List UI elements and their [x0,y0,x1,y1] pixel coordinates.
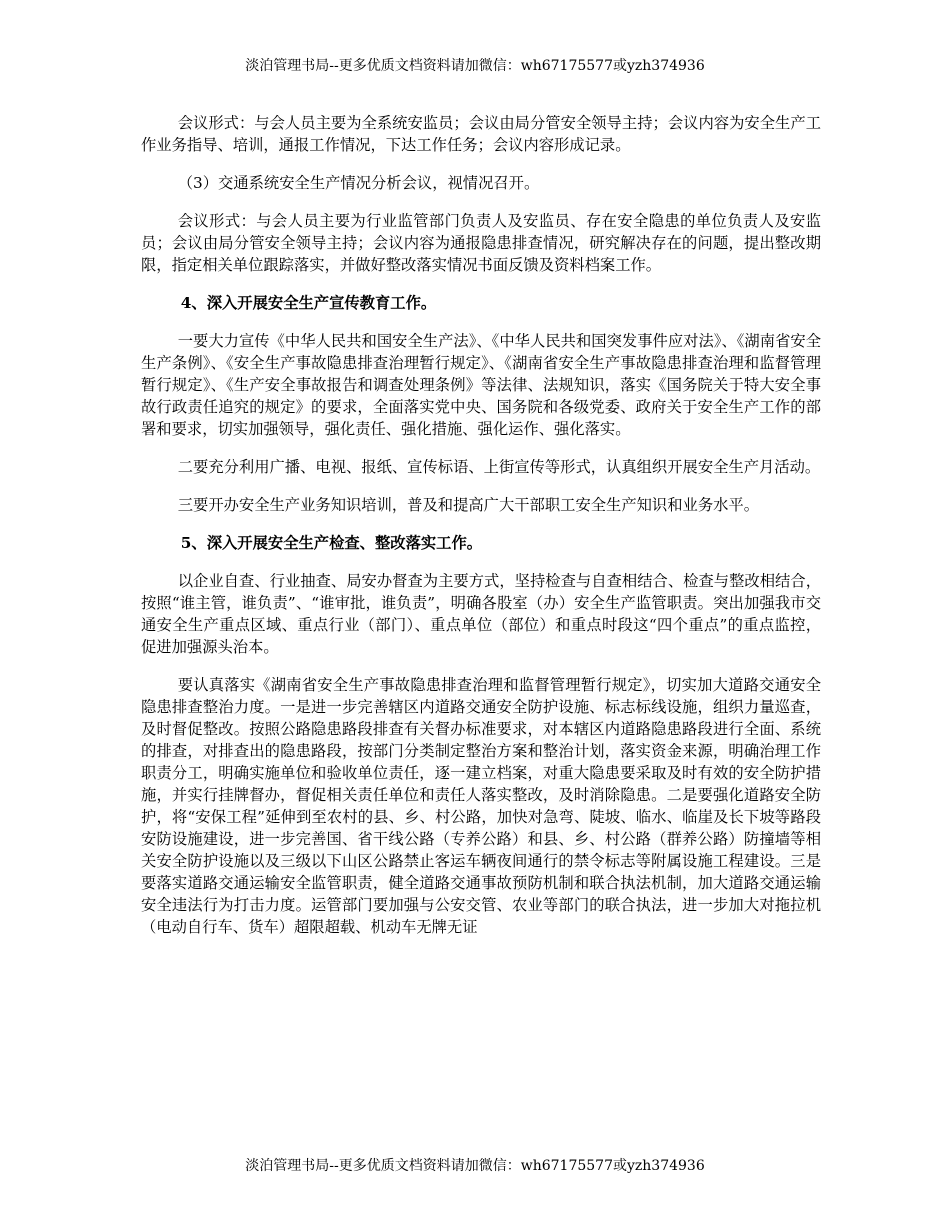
paragraph-analysis-meeting: （3）交通系统安全生产情况分析会议，视情况召开。 [177,174,540,192]
paragraph-meeting-format-2: 会议形式：与会人员主要为行业监管部门负责人及安监员、存在安全隐患的单位负责人及安监员；会议由局分管安全领导主持；会议内容为通报隐患排查情况，研究解决存在的问题，提出整改期限，指定相关单位跟踪落实，并做好整改落实情况书面反馈及资料档案工作。 [141,212,821,274]
paragraph-publicity-2: 二要充分利用广播、电视、报纸、宣传标语、上街宣传等形式，认真组织开展安全生产月活动。 [177,458,821,476]
paragraph-publicity-1: 一要大力宣传《中华人民共和国安全生产法》、《中华人民共和国突发事件应对法》、《湖南省安全生产条例》、《安全生产事故隐患排查治理暂行规定》、《湖南省安全生产事故隐患排查治理和监督管理暂行规定》、《生产安全事故报告和调查处理条例》等法律、法规知识，落实《国务院关于特大安全事故行政责任追究的规定》的要求，全面落实党中央、国务院和各级党委、政府关于安全生产工作的部署和要求，切实加强领导，强化责任、强化措施、强化运作、强化落实。 [141,332,821,438]
paragraph-meeting-format-1: 会议形式：与会人员主要为全系统安监员；会议由局分管安全领导主持；会议内容为安全生产工作业务指导、培训，通报工作情况，下达工作任务；会议内容形成记录。 [141,114,821,154]
page-header: 淡泊管理书局--更多优质文档资料请加微信：wh67175577或yzh374936 [245,58,705,74]
paragraph-inspection-2: 要认真落实《湖南省安全生产事故隐患排查治理和监督管理暂行规定》，切实加大道路交通安全隐患排查整治力度。一是进一步完善辖区内道路交通安全防护设施、标志标线设施，组织力量巡查，及时督促整改。按照公路隐患路段排查有关督办标准要求，对本辖区内道路隐患路段进行全面、系统的排查，对排查出的隐患路段，按部门分类制定整治方案和整治计划，落实资金来源，明确治理工作职责分工，明确实施单位和验收单位责任，逐一建立档案，对重大隐患要采取及时有效的安全防护措施，并实行挂牌督办，督促相关责任单位和责任人落实整改，及时消除隐患。二是要强化道路安全防护，将“安保工程”延伸到至农村的县、乡、村公路，加快对急弯、陡坡、临水、临崖及长下坡等路段安防设施建设，进一步完善国、省干线公路（专养公路）和县、乡、村公路（群养公路）防撞墙等相关安全防护设施以及三级以下山区公路禁止客运车辆夜间通行的禁令标志等附属设施工程建设。三是要落实道路交通运输安全监管职责，健全道路交通事故预防机制和联合执法机制，加大道路交通运输安全违法行为打击力度。运管部门要加强与公安交管、农业等部门的联合执法，进一步加大对拖拉机（电动自行车、货车）超限超载、机动车无牌无证 [141,676,821,936]
section-heading-5: 5、深入开展安全生产检查、整改落实工作。 [180,534,483,552]
document-body [141,112,821,938]
paragraph-publicity-3: 三要开办安全生产业务知识培训，普及和提高广大干部职工安全生产知识和业务水平。 [177,496,760,514]
paragraph-inspection-1: 以企业自查、行业抽查、局安办督查为主要方式，坚持检查与自查相结合、检查与整改相结合，按照“谁主管，谁负责”、“谁审批，谁负责”，明确各股室（办）安全生产监管职责。突出加强我市交通安全生产重点区域、重点行业（部门）、重点单位（部位）和重点时段这“四个重点”的重点监控，促进加强源头治本。 [141,572,821,656]
page-footer: 淡泊管理书局--更多优质文档资料请加微信：wh67175577或yzh374936 [245,1158,705,1174]
section-heading-4: 4、深入开展安全生产宣传教育工作。 [180,294,437,312]
